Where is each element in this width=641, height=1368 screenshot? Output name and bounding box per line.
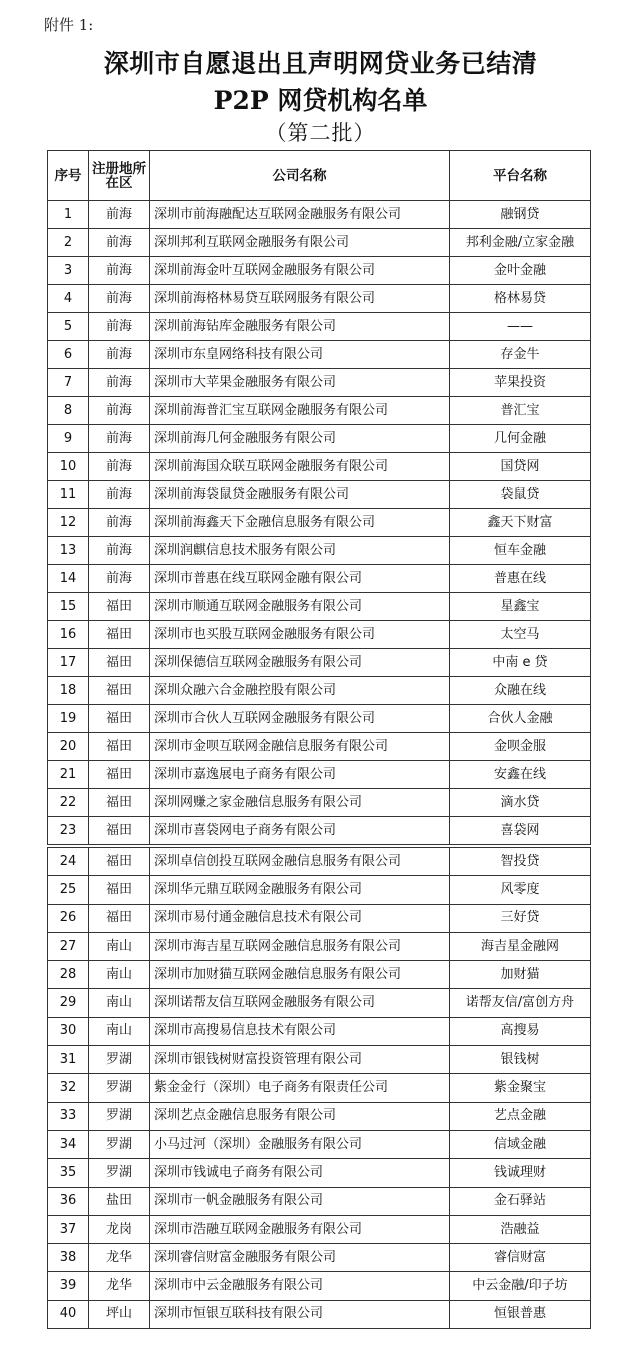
cell-platform: 艺点金融 <box>450 1102 591 1130</box>
table-row <box>48 789 591 817</box>
cell-no: 10 <box>48 453 89 481</box>
table-row <box>48 509 591 537</box>
cell-no: 38 <box>48 1244 89 1272</box>
cell-no: 21 <box>48 761 89 789</box>
cell-district: 前海 <box>89 425 150 453</box>
cell-no: 28 <box>48 961 89 989</box>
cell-platform: 袋鼠贷 <box>450 481 591 509</box>
cell-company: 深圳市也买股互联网金融服务有限公司 <box>150 621 450 649</box>
cell-district: 福田 <box>89 621 150 649</box>
cell-company: 深圳华元鼎互联网金融服务有限公司 <box>150 876 450 904</box>
header-no: 序号 <box>48 151 89 201</box>
header-platform: 平台名称 <box>450 151 591 201</box>
cell-platform: 金叶金融 <box>450 257 591 285</box>
cell-company: 深圳众融六合金融控股有限公司 <box>150 677 450 705</box>
institution-table-continued <box>47 847 591 1329</box>
cell-district: 福田 <box>89 649 150 677</box>
cell-district: 前海 <box>89 341 150 369</box>
cell-no: 2 <box>48 229 89 257</box>
cell-district: 南山 <box>89 1017 150 1045</box>
cell-no: 7 <box>48 369 89 397</box>
cell-district: 南山 <box>89 961 150 989</box>
cell-platform: 恒银普惠 <box>450 1300 591 1328</box>
cell-no: 4 <box>48 285 89 313</box>
cell-district: 前海 <box>89 285 150 313</box>
table-row <box>48 369 591 397</box>
cell-district: 前海 <box>89 537 150 565</box>
cell-company: 深圳市银钱树财富投资管理有限公司 <box>150 1046 450 1074</box>
cell-district: 龙华 <box>89 1244 150 1272</box>
cell-platform: 中南 e 贷 <box>450 649 591 677</box>
cell-platform: 浩融益 <box>450 1215 591 1243</box>
cell-platform: 银钱树 <box>450 1046 591 1074</box>
table-row <box>48 904 591 932</box>
table-row <box>48 817 591 845</box>
cell-company: 深圳市前海融配达互联网金融服务有限公司 <box>150 201 450 229</box>
cell-company: 深圳市嘉逸展电子商务有限公司 <box>150 761 450 789</box>
table-row <box>48 1300 591 1328</box>
cell-company: 深圳前海普汇宝互联网金融服务有限公司 <box>150 397 450 425</box>
header-district: 注册地所在区 <box>89 151 150 201</box>
cell-no: 25 <box>48 876 89 904</box>
cell-district: 福田 <box>89 677 150 705</box>
cell-district: 前海 <box>89 481 150 509</box>
cell-platform: 星鑫宝 <box>450 593 591 621</box>
table-row <box>48 848 591 876</box>
cell-platform: 邦利金融/立家金融 <box>450 229 591 257</box>
cell-company: 深圳睿信财富金融服务有限公司 <box>150 1244 450 1272</box>
cell-no: 18 <box>48 677 89 705</box>
cell-company: 深圳诺帮友信互联网金融服务有限公司 <box>150 989 450 1017</box>
cell-platform: 钱诚理财 <box>450 1159 591 1187</box>
cell-company: 深圳市喜袋网电子商务有限公司 <box>150 817 450 845</box>
cell-company: 深圳市普惠在线互联网金融有限公司 <box>150 565 450 593</box>
table-row <box>48 453 591 481</box>
cell-platform: —— <box>450 313 591 341</box>
cell-company: 深圳市易付通金融信息技术有限公司 <box>150 904 450 932</box>
cell-district: 盐田 <box>89 1187 150 1215</box>
cell-no: 14 <box>48 565 89 593</box>
table-row <box>48 201 591 229</box>
cell-company: 深圳市东皇网络科技有限公司 <box>150 341 450 369</box>
cell-district: 坪山 <box>89 1300 150 1328</box>
table-row <box>48 481 591 509</box>
cell-company: 深圳保德信互联网金融服务有限公司 <box>150 649 450 677</box>
cell-platform: 安鑫在线 <box>450 761 591 789</box>
table-row <box>48 1272 591 1300</box>
cell-no: 37 <box>48 1215 89 1243</box>
cell-district: 福田 <box>89 593 150 621</box>
cell-platform: 普惠在线 <box>450 565 591 593</box>
cell-district: 福田 <box>89 848 150 876</box>
cell-no: 26 <box>48 904 89 932</box>
cell-district: 前海 <box>89 201 150 229</box>
cell-district: 前海 <box>89 509 150 537</box>
cell-company: 小马过河（深圳）金融服务有限公司 <box>150 1130 450 1158</box>
cell-company: 深圳市合伙人互联网金融服务有限公司 <box>150 705 450 733</box>
cell-no: 36 <box>48 1187 89 1215</box>
table-row <box>48 565 591 593</box>
table-row <box>48 677 591 705</box>
document-title: 深圳市自愿退出且声明网贷业务已结清 <box>103 49 538 78</box>
cell-district: 前海 <box>89 565 150 593</box>
cell-platform: 国贷网 <box>450 453 591 481</box>
cell-company: 深圳前海格林易贷互联网服务有限公司 <box>150 285 450 313</box>
table-row <box>48 1215 591 1243</box>
cell-company: 深圳市高搜易信息技术有限公司 <box>150 1017 450 1045</box>
cell-no: 16 <box>48 621 89 649</box>
cell-company: 深圳网赚之家金融信息服务有限公司 <box>150 789 450 817</box>
cell-platform: 几何金融 <box>450 425 591 453</box>
cell-no: 11 <box>48 481 89 509</box>
cell-no: 6 <box>48 341 89 369</box>
table-row <box>48 537 591 565</box>
cell-company: 深圳前海几何金融服务有限公司 <box>150 425 450 453</box>
cell-district: 福田 <box>89 789 150 817</box>
cell-platform: 智投贷 <box>450 848 591 876</box>
cell-no: 27 <box>48 932 89 960</box>
cell-platform: 睿信财富 <box>450 1244 591 1272</box>
cell-no: 39 <box>48 1272 89 1300</box>
table-row <box>48 989 591 1017</box>
table-row <box>48 425 591 453</box>
cell-platform: 合伙人金融 <box>450 705 591 733</box>
cell-platform: 诺帮友信/富创方舟 <box>450 989 591 1017</box>
cell-no: 35 <box>48 1159 89 1187</box>
cell-platform: 金石驿站 <box>450 1187 591 1215</box>
table-row <box>48 257 591 285</box>
cell-company: 深圳邦利互联网金融服务有限公司 <box>150 229 450 257</box>
cell-district: 罗湖 <box>89 1074 150 1102</box>
cell-company: 深圳前海钻库金融服务有限公司 <box>150 313 450 341</box>
cell-platform: 存金牛 <box>450 341 591 369</box>
cell-platform: 格林易贷 <box>450 285 591 313</box>
attachment-label: 附件 1: <box>44 16 94 34</box>
cell-company: 深圳市恒银互联科技有限公司 <box>150 1300 450 1328</box>
cell-district: 福田 <box>89 904 150 932</box>
table-row <box>48 1130 591 1158</box>
table-row <box>48 341 591 369</box>
cell-no: 9 <box>48 425 89 453</box>
cell-company: 深圳市中云金融服务有限公司 <box>150 1272 450 1300</box>
cell-no: 17 <box>48 649 89 677</box>
cell-district: 福田 <box>89 761 150 789</box>
cell-company: 紫金金行（深圳）电子商务有限责任公司 <box>150 1074 450 1102</box>
cell-no: 19 <box>48 705 89 733</box>
cell-company: 深圳市顺通互联网金融服务有限公司 <box>150 593 450 621</box>
cell-district: 福田 <box>89 817 150 845</box>
cell-no: 13 <box>48 537 89 565</box>
batch-label: （第二批） <box>265 121 376 145</box>
cell-company: 深圳市加财猫互联网金融信息服务有限公司 <box>150 961 450 989</box>
cell-district: 南山 <box>89 989 150 1017</box>
table-row <box>48 1074 591 1102</box>
cell-district: 福田 <box>89 876 150 904</box>
cell-no: 23 <box>48 817 89 845</box>
cell-platform: 普汇宝 <box>450 397 591 425</box>
cell-district: 罗湖 <box>89 1159 150 1187</box>
cell-company: 深圳市大苹果金融服务有限公司 <box>150 369 450 397</box>
table-row <box>48 1017 591 1045</box>
table-row <box>48 705 591 733</box>
cell-company: 深圳市浩融互联网金融服务有限公司 <box>150 1215 450 1243</box>
cell-company: 深圳市一帆金融服务有限公司 <box>150 1187 450 1215</box>
table-row <box>48 761 591 789</box>
cell-platform: 金呗金服 <box>450 733 591 761</box>
table-row <box>48 229 591 257</box>
header-company: 公司名称 <box>150 151 450 201</box>
table-row <box>48 1046 591 1074</box>
table-row <box>48 733 591 761</box>
cell-platform: 加财猫 <box>450 961 591 989</box>
cell-district: 罗湖 <box>89 1046 150 1074</box>
cell-no: 34 <box>48 1130 89 1158</box>
cell-no: 3 <box>48 257 89 285</box>
cell-company: 深圳市金呗互联网金融信息服务有限公司 <box>150 733 450 761</box>
table-row <box>48 313 591 341</box>
cell-district: 前海 <box>89 313 150 341</box>
cell-no: 12 <box>48 509 89 537</box>
cell-district: 前海 <box>89 257 150 285</box>
cell-district: 罗湖 <box>89 1102 150 1130</box>
cell-platform: 喜袋网 <box>450 817 591 845</box>
cell-no: 24 <box>48 848 89 876</box>
cell-platform: 鑫天下财富 <box>450 509 591 537</box>
cell-district: 前海 <box>89 229 150 257</box>
table-row <box>48 876 591 904</box>
cell-no: 8 <box>48 397 89 425</box>
cell-platform: 信域金融 <box>450 1130 591 1158</box>
cell-no: 31 <box>48 1046 89 1074</box>
cell-platform: 恒车金融 <box>450 537 591 565</box>
cell-platform: 中云金融/印子坊 <box>450 1272 591 1300</box>
cell-no: 20 <box>48 733 89 761</box>
table-row <box>48 1159 591 1187</box>
cell-platform: 众融在线 <box>450 677 591 705</box>
cell-platform: 风零度 <box>450 876 591 904</box>
cell-company: 深圳卓信创投互联网金融信息服务有限公司 <box>150 848 450 876</box>
cell-no: 33 <box>48 1102 89 1130</box>
cell-district: 龙岗 <box>89 1215 150 1243</box>
cell-no: 5 <box>48 313 89 341</box>
cell-district: 前海 <box>89 369 150 397</box>
table-row <box>48 649 591 677</box>
cell-district: 前海 <box>89 453 150 481</box>
cell-platform: 紫金聚宝 <box>450 1074 591 1102</box>
cell-no: 32 <box>48 1074 89 1102</box>
document-subtitle: P2P 网贷机构名单 <box>213 86 428 115</box>
cell-company: 深圳市海吉星互联网金融信息服务有限公司 <box>150 932 450 960</box>
cell-district: 前海 <box>89 397 150 425</box>
table-row <box>48 932 591 960</box>
table-row <box>48 593 591 621</box>
cell-company: 深圳艺点金融信息服务有限公司 <box>150 1102 450 1130</box>
table-row <box>48 285 591 313</box>
cell-platform: 太空马 <box>450 621 591 649</box>
cell-company: 深圳前海国众联互联网金融服务有限公司 <box>150 453 450 481</box>
cell-platform: 三好贷 <box>450 904 591 932</box>
cell-no: 29 <box>48 989 89 1017</box>
cell-company: 深圳润麒信息技术服务有限公司 <box>150 537 450 565</box>
cell-company: 深圳市钱诚电子商务有限公司 <box>150 1159 450 1187</box>
table-row <box>48 1187 591 1215</box>
cell-district: 福田 <box>89 733 150 761</box>
cell-no: 15 <box>48 593 89 621</box>
cell-platform: 高搜易 <box>450 1017 591 1045</box>
institution-table <box>47 150 591 845</box>
table-row <box>48 621 591 649</box>
table-row <box>48 1244 591 1272</box>
cell-platform: 融钢贷 <box>450 201 591 229</box>
cell-company: 深圳前海金叶互联网金融服务有限公司 <box>150 257 450 285</box>
cell-district: 龙华 <box>89 1272 150 1300</box>
cell-platform: 海吉星金融网 <box>450 932 591 960</box>
table-row <box>48 1102 591 1130</box>
cell-no: 22 <box>48 789 89 817</box>
cell-district: 南山 <box>89 932 150 960</box>
cell-platform: 苹果投资 <box>450 369 591 397</box>
cell-company: 深圳前海鑫天下金融信息服务有限公司 <box>150 509 450 537</box>
cell-platform: 滴水贷 <box>450 789 591 817</box>
cell-district: 福田 <box>89 705 150 733</box>
table-header-row <box>48 151 591 201</box>
cell-no: 1 <box>48 201 89 229</box>
cell-no: 30 <box>48 1017 89 1045</box>
table-row <box>48 397 591 425</box>
cell-company: 深圳前海袋鼠贷金融服务有限公司 <box>150 481 450 509</box>
table-row <box>48 961 591 989</box>
cell-district: 罗湖 <box>89 1130 150 1158</box>
cell-no: 40 <box>48 1300 89 1328</box>
